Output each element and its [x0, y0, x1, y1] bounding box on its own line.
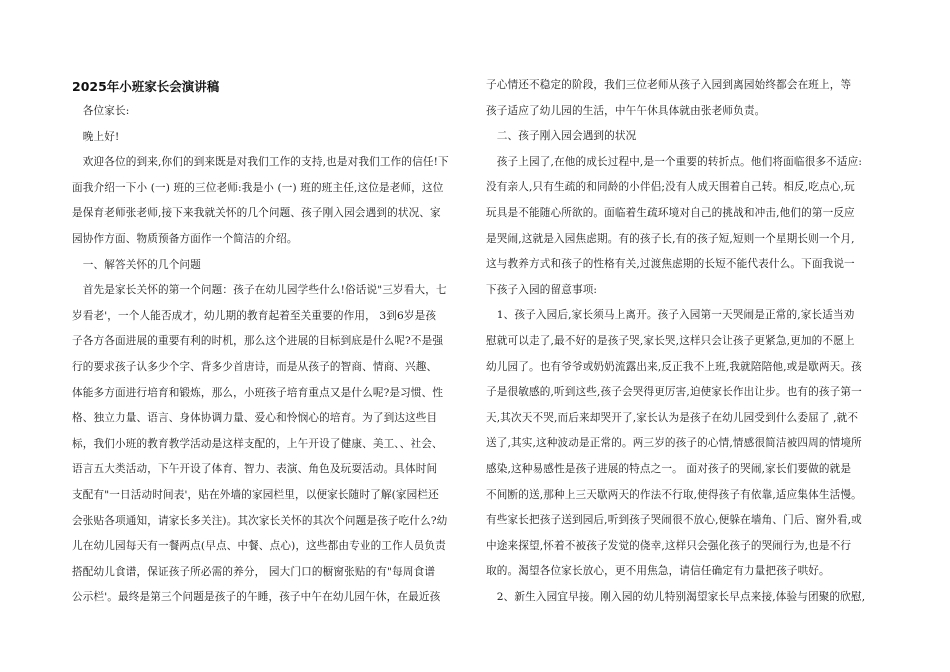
text-line: 没有亲人,只有生疏的和同龄的小伴侣;没有人成天围着自己转。相反,吃点心,玩 — [486, 181, 855, 194]
text-line: 晚上好! — [72, 130, 120, 143]
text-line: 不间断的送,那种上三天歇两天的作法不行取,使得孩子有依靠,适应集体生活慢。 — [486, 488, 862, 501]
text-line: 子心情还不稳定的阶段，我们三位老师从孩子入园到离园始终都会在班上，等 — [486, 79, 852, 91]
text-line: 是保育老师张老师,接下来我就关怀的几个问题、孩子刚入园会遇到的状况、家 — [72, 207, 441, 220]
text-line: 园协作方面、物质预备方面作一个简洁的介绍。 — [72, 233, 298, 245]
text-line: 面我介绍一下小 (一) 班的三位老师:我是小 (一) 班的班主任,这位是老师，这位 — [72, 181, 444, 194]
text-line: 慰就可以走了,最不好的是孩子哭,家长哭,这样只会让孩子更紧急,更加的不愿上 — [486, 335, 855, 347]
text-line: 语言五大类活动，下午开设了体育、智力、表演、角色及玩耍活动。具体时间 — [72, 463, 438, 476]
text-line: 格、独立力量、语言、身体协调力量、爱心和怜悯心的培育。为了到达这些目 — [72, 412, 438, 425]
text-line: 一、解答关怀的几个问题 — [72, 258, 201, 271]
text-line: 二、孩子刚入园会遇到的状况 — [486, 130, 637, 143]
text-line: 中途来探望,怀着不被孩子发觉的侥幸,这样只会强化孩子的哭闹行为,也是不行 — [486, 539, 852, 552]
text-line: 儿在幼儿园每天有一餐两点(早点、中餐、点心)，这些都由专业的工作人员负责 — [72, 540, 446, 553]
text-line: 岁看老'，一个人能否成才，幼儿期的教育起着至关重要的作用， 3到6岁是孩 — [72, 309, 437, 322]
text-line: 欢迎各位的到来,你们的到来既是对我们工作的支持,也是对我们工作的信任!下 — [72, 156, 449, 169]
text-line: 2、新生入园宜早接。刚入园的幼儿特别渴望家长早点来接,体验与团聚的欣慰, — [486, 591, 866, 603]
text-line: 支配有"一日活动时间表'，贴在外墙的家园栏里，以便家长随时了解(家园栏还 — [72, 489, 439, 501]
text-line: 幼儿园了。也有爷爷或奶奶流露出来,反正我不上班,我就陪陪他,或是歇两天。孩 — [486, 360, 862, 373]
text-line: 是哭闹,这就是入园焦虑期。有的孩子长,有的孩子短,短则一个星期长则一个月, — [486, 232, 855, 245]
text-line: 孩子适应了幼儿园的生活，中午午休具体就由张老师负责。 — [486, 104, 766, 117]
text-line: 子各方各面进展的重要有利的时机，那么这个进展的目标到底是什么呢?不是强 — [72, 335, 444, 348]
text-line: 公示栏'。最终是第三个问题是孩子的午睡，孩子中午在幼儿园午休，在最近孩 — [72, 591, 441, 604]
text-line: 孩子上园了,在他的成长过程中,是一个重要的转折点。他们将面临很多不适应: — [486, 155, 863, 168]
text-line: 天,其次天不哭,而后来却哭开了,家长认为是孩子在幼儿园受到什么委屈了 ,就不 — [486, 411, 859, 424]
text-line: 子是很敏感的,听到这些,孩子会哭得更厉害,迫使家长作出让步。也有的孩子第一 — [486, 386, 862, 399]
text-line: 各位家长: — [72, 105, 130, 117]
text-line: 送了,其实,这种波动是正常的。两三岁的孩子的心情,情感很简洁被四周的情境所 — [486, 437, 862, 450]
text-line: 首先是家长关怀的第一个问题：孩子在幼儿园学些什么!俗话说"三岁看大，七 — [72, 284, 447, 297]
text-line: 玩具是不能随心所欲的。面临着生疏环境对自己的挑战和冲击,他们的第一反应 — [486, 207, 855, 219]
text-line: 这与教养方式和孩子的性格有关,过渡焦虑期的长短不能代表什么。下面我说一 — [486, 258, 855, 271]
text-line: 取的。渴望各位家长放心，更不用焦急，请信任确定有力量把孩子哄好。 — [486, 565, 830, 578]
text-line: 有些家长把孩子送到园后,听到孩子哭闹很不放心,便躲在墙角、门后、窗外看,或 — [486, 514, 862, 527]
text-line: 行的要求孩子认多少个字、背多少首唐诗，而是从孩子的智商、情商、兴趣、 — [72, 361, 438, 373]
text-line: 会张贴各项通知，请家长多关注)。其次家长关怀的其次个问题是孩子吃什么?幼 — [72, 514, 448, 527]
text-line: 下孩子入园的留意事项: — [486, 283, 598, 296]
text-line: 体能多方面进行培育和锻炼，那么，小班孩子培育重点又是什么呢?是习惯、性 — [72, 386, 444, 399]
text-line: 搭配幼儿食谱，保证孩子所必需的养分， 园大门口的橱窗张贴的有"每周食谱 — [72, 565, 436, 578]
document-title: 2025年小班家长会演讲稿 — [72, 79, 220, 94]
text-line: 1、孩子入园后,家长须马上离开。孩子入园第一天哭闹是正常的,家长适当劝 — [486, 309, 855, 322]
text-line: 标，我们小班的教育教学活动是这样支配的，上午开设了健康、美工、、社会、 — [72, 437, 443, 450]
text-line: 感染,这种易感性是孩子进展的特点之一。 面对孩子的哭闹,家长们要做的就是 — [486, 463, 852, 475]
